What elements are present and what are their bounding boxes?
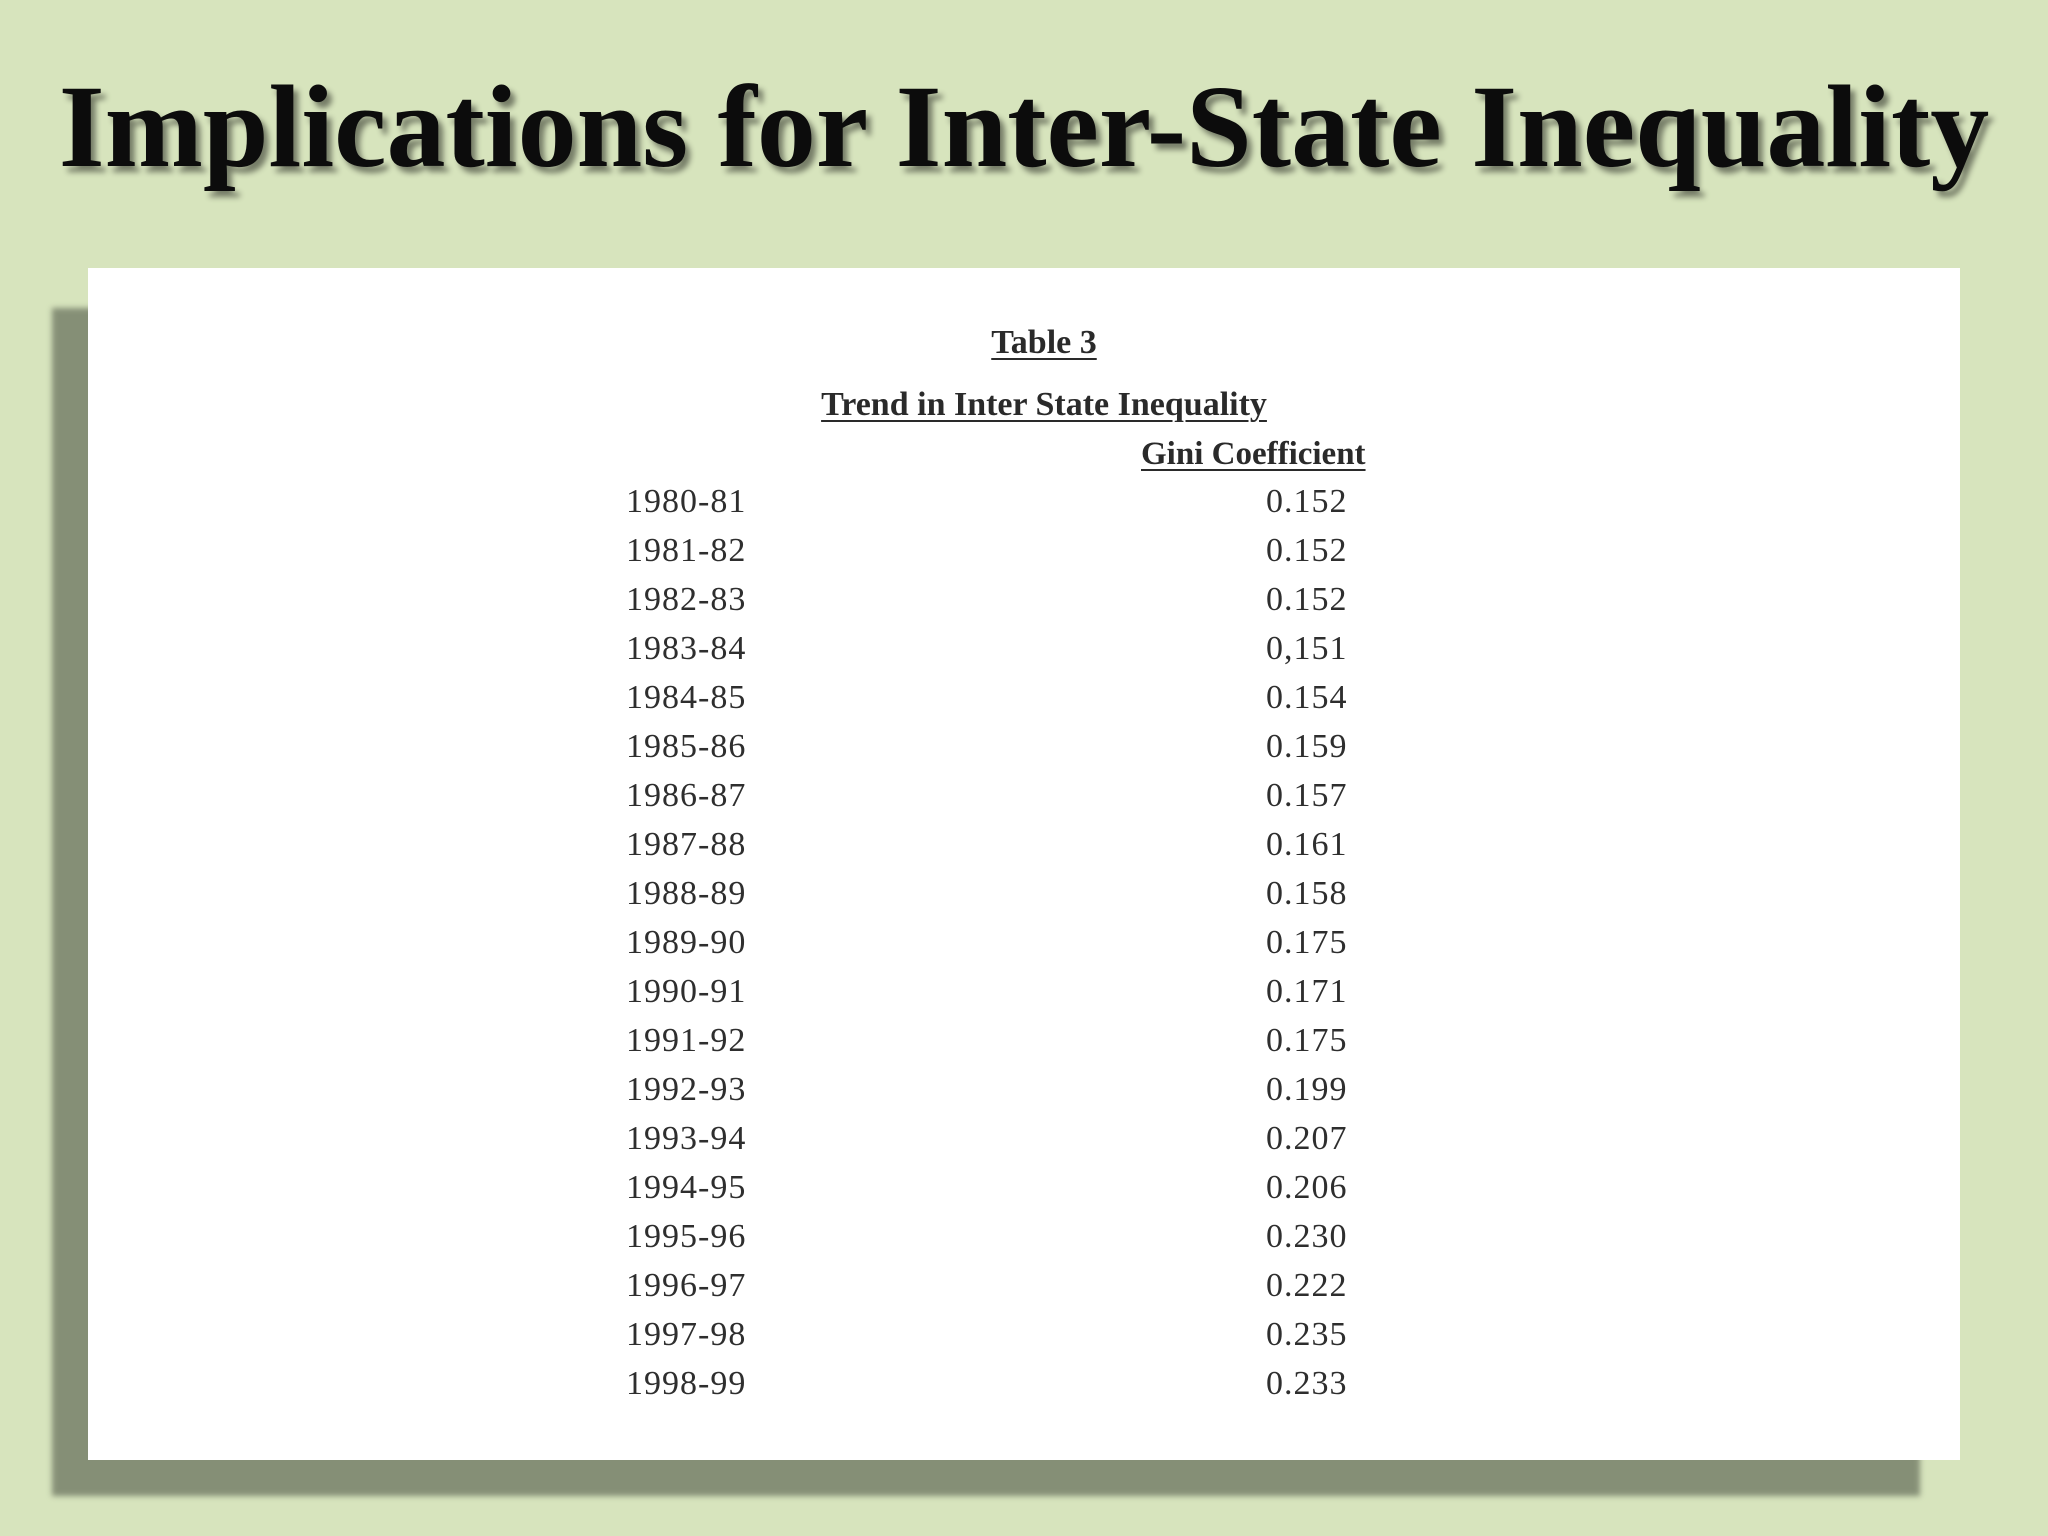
year-cell: 1993-94 [626, 1120, 747, 1157]
gini-cell: 0.159 [1266, 728, 1348, 765]
gini-cell: 0.175 [1266, 1022, 1348, 1059]
year-cell: 1980-81 [626, 483, 747, 520]
table-row [88, 1359, 1960, 1408]
gini-cell: 0.158 [1266, 875, 1348, 912]
gini-cell: 0.152 [1266, 483, 1348, 520]
year-cell: 1988-89 [626, 875, 747, 912]
year-cell: 1989-90 [626, 924, 747, 961]
gini-cell: 0,151 [1266, 630, 1348, 667]
table-row [88, 1310, 1960, 1359]
gini-cell: 0.175 [1266, 924, 1348, 961]
table-row [88, 1261, 1960, 1310]
table-row [88, 1065, 1960, 1114]
table-image [88, 268, 1960, 1460]
table-rows [88, 477, 1960, 1408]
table-heading: Trend in Inter State Inequality [821, 386, 1267, 423]
year-cell: 1990-91 [626, 973, 747, 1010]
table-row [88, 624, 1960, 673]
gini-cell: 0.157 [1266, 777, 1348, 814]
year-cell: 1997-98 [626, 1316, 747, 1353]
table-row [88, 673, 1960, 722]
year-cell: 1983-84 [626, 630, 747, 667]
table-row [88, 1212, 1960, 1261]
gini-cell: 0.207 [1266, 1120, 1348, 1157]
gini-cell: 0.235 [1266, 1316, 1348, 1353]
year-cell: 1998-99 [626, 1365, 747, 1402]
year-cell: 1981-82 [626, 532, 747, 569]
table-row [88, 1114, 1960, 1163]
table-row [88, 918, 1960, 967]
year-cell: 1992-93 [626, 1071, 747, 1108]
table-number: Table 3 [991, 324, 1097, 361]
gini-cell: 0.206 [1266, 1169, 1348, 1206]
gini-cell: 0.199 [1266, 1071, 1348, 1108]
gini-cell: 0.230 [1266, 1218, 1348, 1255]
gini-column-header: Gini Coefficient [1141, 436, 1366, 472]
gini-cell: 0.171 [1266, 973, 1348, 1010]
table-row [88, 722, 1960, 771]
gini-cell: 0.222 [1266, 1267, 1348, 1304]
year-cell: 1985-86 [626, 728, 747, 765]
slide-title: Implications for Inter-State Inequality [58, 61, 1990, 192]
year-cell: 1982-83 [626, 581, 747, 618]
year-cell: 1995-96 [626, 1218, 747, 1255]
year-cell: 1986-87 [626, 777, 747, 814]
gini-cell: 0.154 [1266, 679, 1348, 716]
table-row [88, 967, 1960, 1016]
table-row [88, 1163, 1960, 1212]
year-cell: 1987-88 [626, 826, 747, 863]
table-row [88, 771, 1960, 820]
table-row [88, 820, 1960, 869]
year-cell: 1994-95 [626, 1169, 747, 1206]
year-cell: 1991-92 [626, 1022, 747, 1059]
table-row [88, 869, 1960, 918]
table-row [88, 1016, 1960, 1065]
table-row [88, 526, 1960, 575]
gini-cell: 0.152 [1266, 581, 1348, 618]
gini-cell: 0.233 [1266, 1365, 1348, 1402]
table-row [88, 575, 1960, 624]
table-row [88, 477, 1960, 526]
gini-cell: 0.152 [1266, 532, 1348, 569]
gini-cell: 0.161 [1266, 826, 1348, 863]
year-cell: 1996-97 [626, 1267, 747, 1304]
year-cell: 1984-85 [626, 679, 747, 716]
